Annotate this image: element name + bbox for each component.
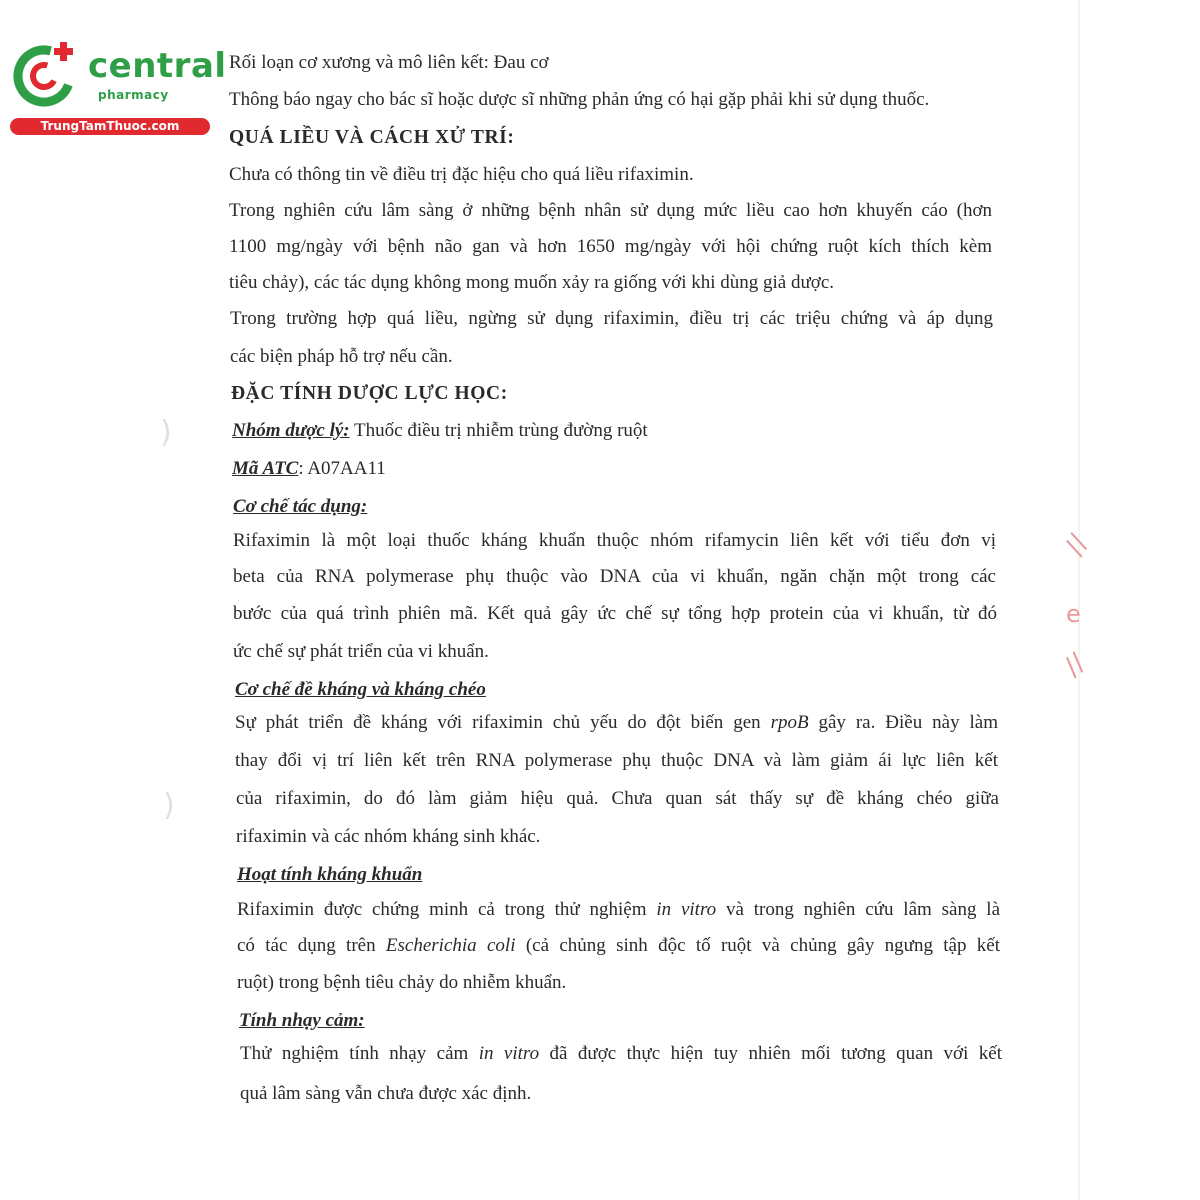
text-line: thay đổi vị trí liên kết trên RNA polymerase phụ thuộc DNA và làm giảm ái lực liên kết	[235, 750, 998, 771]
subheading: Cơ chế tác dụng:	[233, 496, 368, 517]
text-line: Rifaximin là một loại thuốc kháng khuẩn thuộc nhóm rifamycin liên kết với tiểu đơn vị	[233, 530, 996, 551]
logo-sub: pharmacy	[98, 88, 169, 102]
scan-mark: )	[163, 788, 175, 823]
atc-value: : A07AA11	[298, 458, 386, 479]
text-line	[240, 1043, 1002, 1065]
group-label: Nhóm dược lý:	[232, 420, 350, 441]
text-line: bước của quá trình phiên mã. Kết quả gây ức chế sự tổng hợp protein của vi khuẩn, từ đó	[233, 603, 997, 624]
text-run-italic: in vitro	[478, 1043, 540, 1064]
text-line: 1100 mg/ngày với bệnh não gan và hơn 1650 mg/ngày với hội chứng ruột kích thích kèm	[229, 236, 992, 257]
subheading: Hoạt tính kháng khuẩn	[237, 864, 423, 885]
logo-site-badge: TrungTamThuoc.com	[10, 118, 210, 135]
text-line: beta của RNA polymerase phụ thuộc vào DNA của vi khuẩn, ngăn chặn một trong các	[233, 566, 996, 587]
text-run: gây ra. Điều này làm	[808, 712, 998, 733]
text-line: ức chế sự phát triển của vi khuẩn.	[233, 641, 489, 662]
text-line: Thông báo ngay cho bác sĩ hoặc dược sĩ những phản ứng có hại gặp phải khi sử dụng thuốc.	[229, 89, 930, 110]
text-line: Rối loạn cơ xương và mô liên kết: Đau cơ	[229, 52, 549, 73]
group-value: Thuốc điều trị nhiễm trùng đường ruột	[349, 420, 648, 441]
text-line: Trong nghiên cứu lâm sàng ở những bệnh nhân sử dụng mức liều cao hơn khuyến cáo (hơn	[229, 200, 992, 221]
section-heading: QUÁ LIỀU VÀ CÁCH XỬ TRÍ:	[229, 127, 515, 148]
text-line: ruột) trong bệnh tiêu chảy do nhiễm khuẩn.	[237, 972, 567, 993]
stamp-fragment: e	[1066, 600, 1081, 628]
atc-line	[232, 458, 386, 480]
text-line	[237, 899, 1000, 921]
text-run: (cả chủng sinh độc tố ruột và chủng gây ngưng tập kết	[515, 935, 1001, 956]
scan-mark: )	[160, 415, 172, 450]
stamp-fragment: //	[1058, 647, 1092, 683]
central-pharmacy-logo	[10, 38, 227, 138]
section-heading: ĐẶC TÍNH DƯỢC LỰC HỌC:	[231, 383, 508, 404]
text-run: có tác dụng trên	[237, 935, 386, 956]
text-run: đã được thực hiện tuy nhiên mối tương quan với kết	[539, 1043, 1003, 1064]
text-run-italic: in vitro	[656, 899, 717, 920]
text-run: Thử nghiệm tính nhạy cảm	[240, 1043, 479, 1064]
text-line: tiêu chảy), các tác dụng không mong muốn xảy ra giống với khi dùng giả dược.	[229, 272, 835, 293]
text-line: rifaximin và các nhóm kháng sinh khác.	[236, 826, 541, 847]
atc-label: Mã ATC	[232, 458, 299, 479]
text-line	[237, 935, 1000, 957]
subheading: Cơ chế đề kháng và kháng chéo	[235, 679, 486, 700]
organism-name: Escherichia coli	[385, 935, 516, 956]
subheading: Tính nhạy cảm:	[239, 1010, 365, 1031]
pharmacologic-group-line	[232, 420, 648, 442]
text-line: Trong trường hợp quá liều, ngừng sử dụng rifaximin, điều trị các triệu chứng và áp dụng	[230, 308, 993, 329]
logo-brand: central	[88, 46, 227, 86]
text-line: quả lâm sàng vẫn chưa được xác định.	[240, 1083, 532, 1104]
text-line: các biện pháp hỗ trợ nếu cần.	[230, 346, 453, 367]
text-line: của rifaximin, do đó làm giảm hiệu quả. Chưa quan sát thấy sự đề kháng chéo giữa	[236, 788, 999, 809]
text-line: Chưa có thông tin về điều trị đặc hiệu cho quá liều rifaximin.	[229, 164, 694, 185]
text-run: và trong nghiên cứu lâm sàng là	[716, 899, 1000, 920]
gene-name: rpoB	[770, 712, 809, 733]
text-run: Sự phát triển đề kháng với rifaximin chủ yếu do đột biến gen	[235, 712, 771, 733]
stamp-fragment: //	[1059, 529, 1095, 561]
pharmacy-c-cross-icon	[10, 38, 86, 114]
text-line	[235, 712, 998, 734]
text-run: Rifaximin được chứng minh cả trong thử nghiệm	[237, 899, 657, 920]
